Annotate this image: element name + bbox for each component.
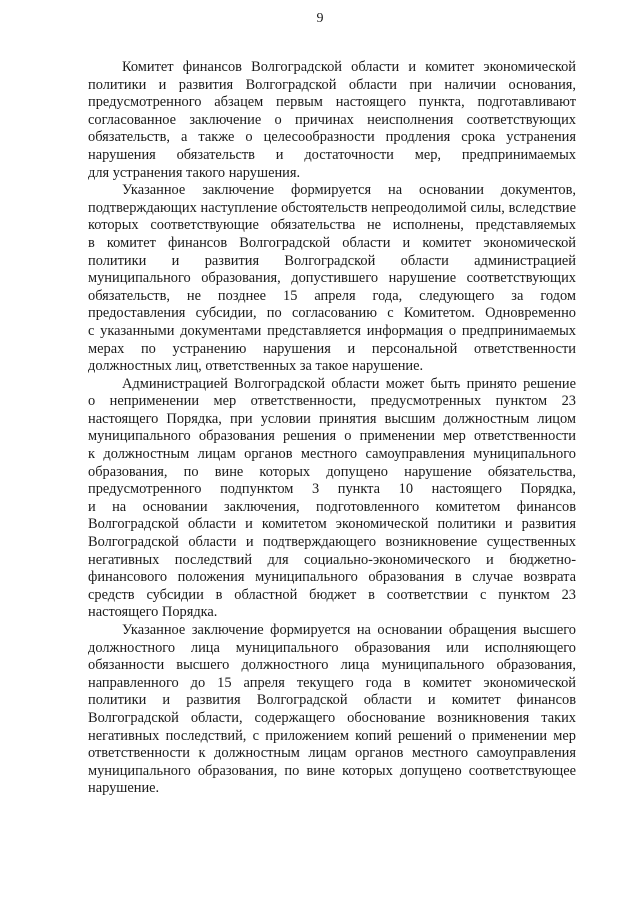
text-line: образования, по вине которых допущено нарушение обязательства,	[88, 463, 576, 480]
text-line: средств субсидии в областной бюджет в соответствии с пунктом 23	[88, 586, 576, 603]
text-line: Указанное заключение формируется на основании обращения высшего	[122, 622, 576, 638]
text-line: муниципального образования, по вине которых допущено соответствующее	[88, 762, 576, 779]
text-line: для устранения такого нарушения.	[88, 164, 301, 181]
text-line: муниципального образования решения о применении мер ответственности	[88, 428, 576, 445]
paragraph-1	[88, 59, 576, 182]
text-line: Указанное заключение формируется на основании документов,	[122, 182, 576, 199]
text-line: к должностным лицам органов местного самоуправления муниципального	[88, 446, 576, 463]
text-line: обязательств, а также о целесообразности продления срока устранения	[88, 129, 576, 146]
text-line: которых соответствующие обязательства не исполнены, представляемых	[88, 217, 576, 234]
text-line: должностного лица муниципального образования или исполняющего	[88, 639, 576, 656]
text-line: нарушение.	[88, 780, 160, 797]
text-line: ответственности к должностным лицам органов местного самоуправления	[88, 745, 576, 762]
text-line: предусмотренного абзацем первым настоящего пункта, подготавливают	[88, 94, 576, 111]
text-line: направленного до 15 апреля текущего года в комитет экономической	[88, 674, 576, 691]
text-line: Волгоградской области и подтверждающего возникновение существенных	[88, 534, 576, 551]
text-line: обязанности высшего должностного лица муниципального образования,	[88, 657, 576, 674]
page-number: 9	[316, 11, 324, 26]
text-line: негативных последствий, с приложением копий решений о применении мер	[88, 727, 576, 744]
paragraph-3	[88, 376, 576, 622]
text-line: подтверждающих наступление обстоятельств непреодолимой силы, вследствие	[88, 199, 576, 216]
text-line: Волгоградской области, содержащего обоснование возникновения таких	[88, 709, 576, 726]
text-line: с указанными документами представляется информация о предпринимаемых	[88, 322, 576, 339]
text-line: должностных лиц, ответственных за такое нарушение.	[88, 358, 424, 375]
text-line: согласованное заключение о причинах неисполнения соответствующих	[88, 111, 576, 128]
text-line: Комитет финансов Волгоградской области и комитет экономической	[122, 59, 576, 75]
text-line: политики и развития Волгоградской области при наличии основания,	[88, 76, 576, 93]
text-line: в комитет финансов Волгоградской области и комитет экономической	[88, 234, 576, 251]
text-line: финансового положения муниципального образования в случае возврата	[88, 569, 576, 586]
text-line: предоставления субсидии, по согласованию с Комитетом. Одновременно	[88, 305, 576, 322]
text-line: нарушения обязательств и достаточности мер, предпринимаемых	[88, 146, 576, 163]
text-line: политики и развития Волгоградской области администрацией	[88, 252, 576, 269]
paragraph-2	[88, 182, 576, 376]
document-body	[88, 59, 576, 798]
text-line: настоящего Порядка, при условии принятия высшим должностным лицом	[88, 410, 576, 427]
text-line: настоящего Порядка.	[88, 604, 218, 621]
text-line: политики и развития Волгоградской области и комитет финансов	[88, 692, 576, 709]
text-line: Волгоградской области и комитетом экономической политики и развития	[88, 516, 576, 533]
text-line: обязательств, не позднее 15 апреля года, следующего за годом	[88, 287, 576, 304]
text-line: Администрацией Волгоградской области может быть принято решение	[122, 375, 576, 392]
text-line: предусмотренного подпунктом 3 пункта 10 настоящего Порядка,	[88, 481, 576, 498]
paragraph-4	[88, 622, 576, 798]
text-line: мерах по устранению нарушения и персональной ответственности	[88, 340, 576, 357]
text-line: и на основании заключения, подготовленного комитетом финансов	[88, 498, 576, 515]
text-line: муниципального образования, допустившего нарушение соответствующих	[88, 270, 576, 287]
text-line: о неприменении мер ответственности, предусмотренных пунктом 23	[88, 393, 576, 410]
text-line: негативных последствий для социально-экономического и бюджетно-	[88, 551, 576, 568]
